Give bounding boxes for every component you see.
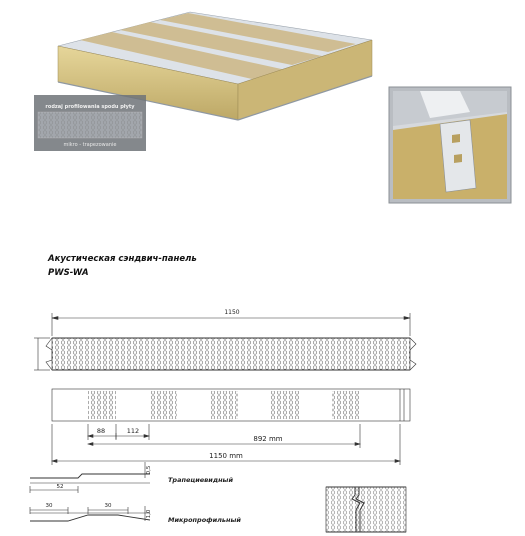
- caption-bottom: mikro - trapezowanie: [63, 142, 117, 148]
- perforation-block: [88, 391, 116, 419]
- joint-detail-photo: [389, 87, 511, 203]
- product-title: Акустическая сэндвич-панель: [48, 254, 197, 264]
- joint-detail-drawing: [326, 487, 406, 532]
- cross-section-drawing: [34, 313, 416, 370]
- perforation-block: [271, 391, 299, 419]
- profile-caption-box: [34, 95, 146, 151]
- trapezoid-width: 52: [56, 484, 64, 490]
- dim-88-label: 88: [96, 427, 106, 435]
- dim-1150mm-label: 1150 mm: [209, 452, 243, 460]
- perforation-block: [149, 391, 177, 419]
- product-code: PWS-WA: [48, 268, 89, 278]
- trapezoid-profile: [30, 462, 150, 493]
- perforation-block: [332, 391, 360, 419]
- micro-height: 1,0: [146, 509, 152, 519]
- plan-view: [52, 389, 410, 421]
- dim-892-label: 892 mm: [253, 435, 283, 443]
- caption-top: rodzaj profilowania spodu płyty: [45, 104, 135, 110]
- micro-label: Микропрофильный: [168, 516, 241, 524]
- dim-112-label: 112: [126, 427, 140, 435]
- trapezoid-label: Трапециевидный: [168, 476, 233, 484]
- micro-width-right: 30: [104, 503, 112, 509]
- trapezoid-height: 0,5: [146, 465, 152, 475]
- dim-top-label: 1150: [224, 309, 240, 316]
- perforation-block: [210, 391, 238, 419]
- micro-width-left: 30: [45, 503, 53, 509]
